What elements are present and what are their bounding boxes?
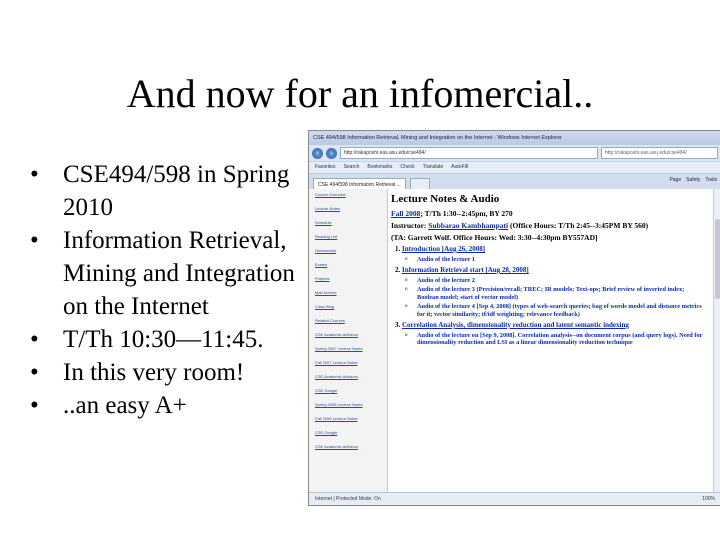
sidebar-link[interactable]: CSE Google bbox=[315, 388, 338, 393]
page-menu[interactable]: Page bbox=[669, 177, 682, 183]
instructor-text: (Office Hours: T/Th 2:45--3:45PM BY 560) bbox=[508, 221, 649, 230]
tab-active[interactable]: CSE 494/598 Information Retrieval ... bbox=[313, 178, 406, 191]
status-zone: Internet | Protected Mode: On bbox=[315, 496, 381, 502]
lecture-item bbox=[395, 245, 707, 254]
instructor-line bbox=[391, 221, 707, 230]
bullet-list bbox=[30, 158, 300, 422]
lecture-list bbox=[391, 245, 707, 347]
instructor-label: Instructor: bbox=[391, 221, 427, 230]
sidebar-link[interactable]: Spring 2006 Lecture Notes bbox=[315, 402, 363, 407]
audio-link[interactable]: o Audio of the lecture 4 [Sep 4, 2008] (types of web-search queries; bag of words model and distance metrics for it; vector similarity; tf/idf weighting; relevance feedback) bbox=[405, 303, 707, 318]
instructor-link[interactable]: Subbarao Kambhampati bbox=[428, 221, 509, 230]
links-item[interactable]: Check bbox=[400, 164, 415, 170]
window-title: CSE 494/598 Information Retrieval, Mining and Integration on the Internet - Windows Internet Explorer bbox=[309, 131, 720, 145]
status-bar bbox=[309, 492, 720, 505]
command-bar bbox=[669, 177, 717, 183]
lecture-title-link[interactable]: Introduction [Aug 26, 2008] bbox=[402, 245, 486, 253]
bullet-item: • In this very room! bbox=[30, 356, 300, 389]
term-text: ; T/Th 1:30--2:45pm, BY 270 bbox=[420, 209, 513, 218]
sidebar-link[interactable]: Class Blog bbox=[315, 304, 335, 309]
lecture-number: 3. bbox=[395, 321, 401, 329]
slide-title: And now for an infomercial.. bbox=[126, 71, 594, 116]
sidebar-link[interactable]: CSE Academic Advisors bbox=[315, 374, 358, 379]
sidebar-link[interactable]: Spring 2007 Lecture Notes bbox=[315, 346, 363, 351]
scrollbar-thumb[interactable] bbox=[715, 219, 720, 299]
audio-link[interactable]: o Audio of the lecture on [Sep 9, 2008]. Correlation analysis--on document corpus (and query logs). Need for dimensionality reduction and LSI as a linear dimensionality reduction technique bbox=[405, 332, 707, 347]
sidebar-link[interactable]: Fall 2006 Lecture Notes bbox=[315, 416, 358, 421]
sidebar-link[interactable]: Lecture Notes bbox=[315, 206, 340, 211]
safety-menu[interactable]: Safety bbox=[686, 177, 701, 183]
browser-screenshot bbox=[308, 130, 720, 506]
sidebar-link[interactable]: Related Courses bbox=[315, 318, 345, 323]
sidebar-link[interactable]: Exams bbox=[315, 262, 328, 267]
audio-link[interactable]: o Audio of the lecture 1 bbox=[405, 256, 707, 264]
sidebar-link[interactable]: Course Overview bbox=[315, 192, 346, 197]
forward-icon[interactable]: › bbox=[326, 148, 337, 159]
audio-link[interactable]: o Audio of the lecture 3 (Precision/recall; TREC; IR models; Text-ops; Brief review of inverted index; Boolean model; start of vector model) bbox=[405, 286, 707, 301]
bullet-item: • Information Retrieval, Mining and Integration on the Internet bbox=[30, 224, 300, 323]
sidebar-link[interactable]: Reading List bbox=[315, 234, 338, 239]
links-item[interactable]: Translate bbox=[422, 164, 444, 170]
sidebar-link[interactable]: Schedule bbox=[315, 220, 332, 225]
zoom-level[interactable]: 100% bbox=[702, 496, 715, 502]
term-link[interactable]: Fall 2008 bbox=[391, 209, 421, 218]
lecture-item bbox=[395, 321, 707, 330]
lecture-item bbox=[395, 266, 707, 275]
links-item[interactable]: AutoFill bbox=[451, 164, 468, 170]
lecture-number: 2. bbox=[395, 266, 401, 274]
term-line bbox=[391, 209, 707, 218]
address-bar bbox=[309, 145, 720, 161]
sidebar-link[interactable]: CSE Academic Advisors bbox=[315, 444, 358, 449]
scrollbar[interactable] bbox=[713, 189, 720, 493]
page-heading: Lecture Notes & Audio bbox=[391, 193, 500, 205]
sidebar-link[interactable]: Fall 2007 Lecture Notes bbox=[315, 360, 358, 365]
links-item[interactable]: Favorites bbox=[315, 164, 336, 170]
lecture-title-link[interactable]: Information Retrieval start [Aug 28, 2008] bbox=[402, 266, 529, 274]
sidebar-link[interactable]: CSE Academic Advisors bbox=[315, 332, 358, 337]
bullet-item: • ..an easy A+ bbox=[30, 389, 300, 422]
sidebar-link[interactable]: CSE Google bbox=[315, 430, 338, 435]
main-content bbox=[391, 193, 707, 493]
audio-link[interactable]: o Audio of the lecture 2 bbox=[405, 277, 707, 285]
tools-menu[interactable]: Tools bbox=[705, 177, 717, 183]
links-item[interactable]: Search bbox=[343, 164, 360, 170]
bullet-item: • T/Th 10:30—11:45. bbox=[30, 323, 300, 356]
links-toolbar bbox=[309, 161, 720, 173]
sidebar bbox=[309, 189, 388, 493]
search-input[interactable]: http://rakaposhi.eas.asu.edu/cse494/ bbox=[601, 147, 718, 159]
sidebar-link[interactable]: Projects bbox=[315, 276, 330, 281]
lecture-number: 1. bbox=[395, 245, 401, 253]
back-icon[interactable]: ‹ bbox=[312, 148, 323, 159]
links-item[interactable]: Bookmarks bbox=[367, 164, 393, 170]
url-field[interactable]: http://rakaposhi.eas.asu.edu/cse494/ bbox=[340, 147, 598, 159]
sidebar-link[interactable]: Homeworks bbox=[315, 248, 337, 253]
bullet-item: • CSE494/598 in Spring 2010 bbox=[30, 158, 300, 224]
ta-line: (TA: Garrett Wolf. Office Hours: Wed: 3:30--4:30pm BY557AD] bbox=[391, 233, 598, 242]
lecture-title-link[interactable]: Correlation Analysis, dimensionality reduction and latent semantic indexing bbox=[402, 321, 629, 329]
page-content bbox=[309, 189, 720, 493]
sidebar-link[interactable]: Mail Archive bbox=[315, 290, 337, 295]
